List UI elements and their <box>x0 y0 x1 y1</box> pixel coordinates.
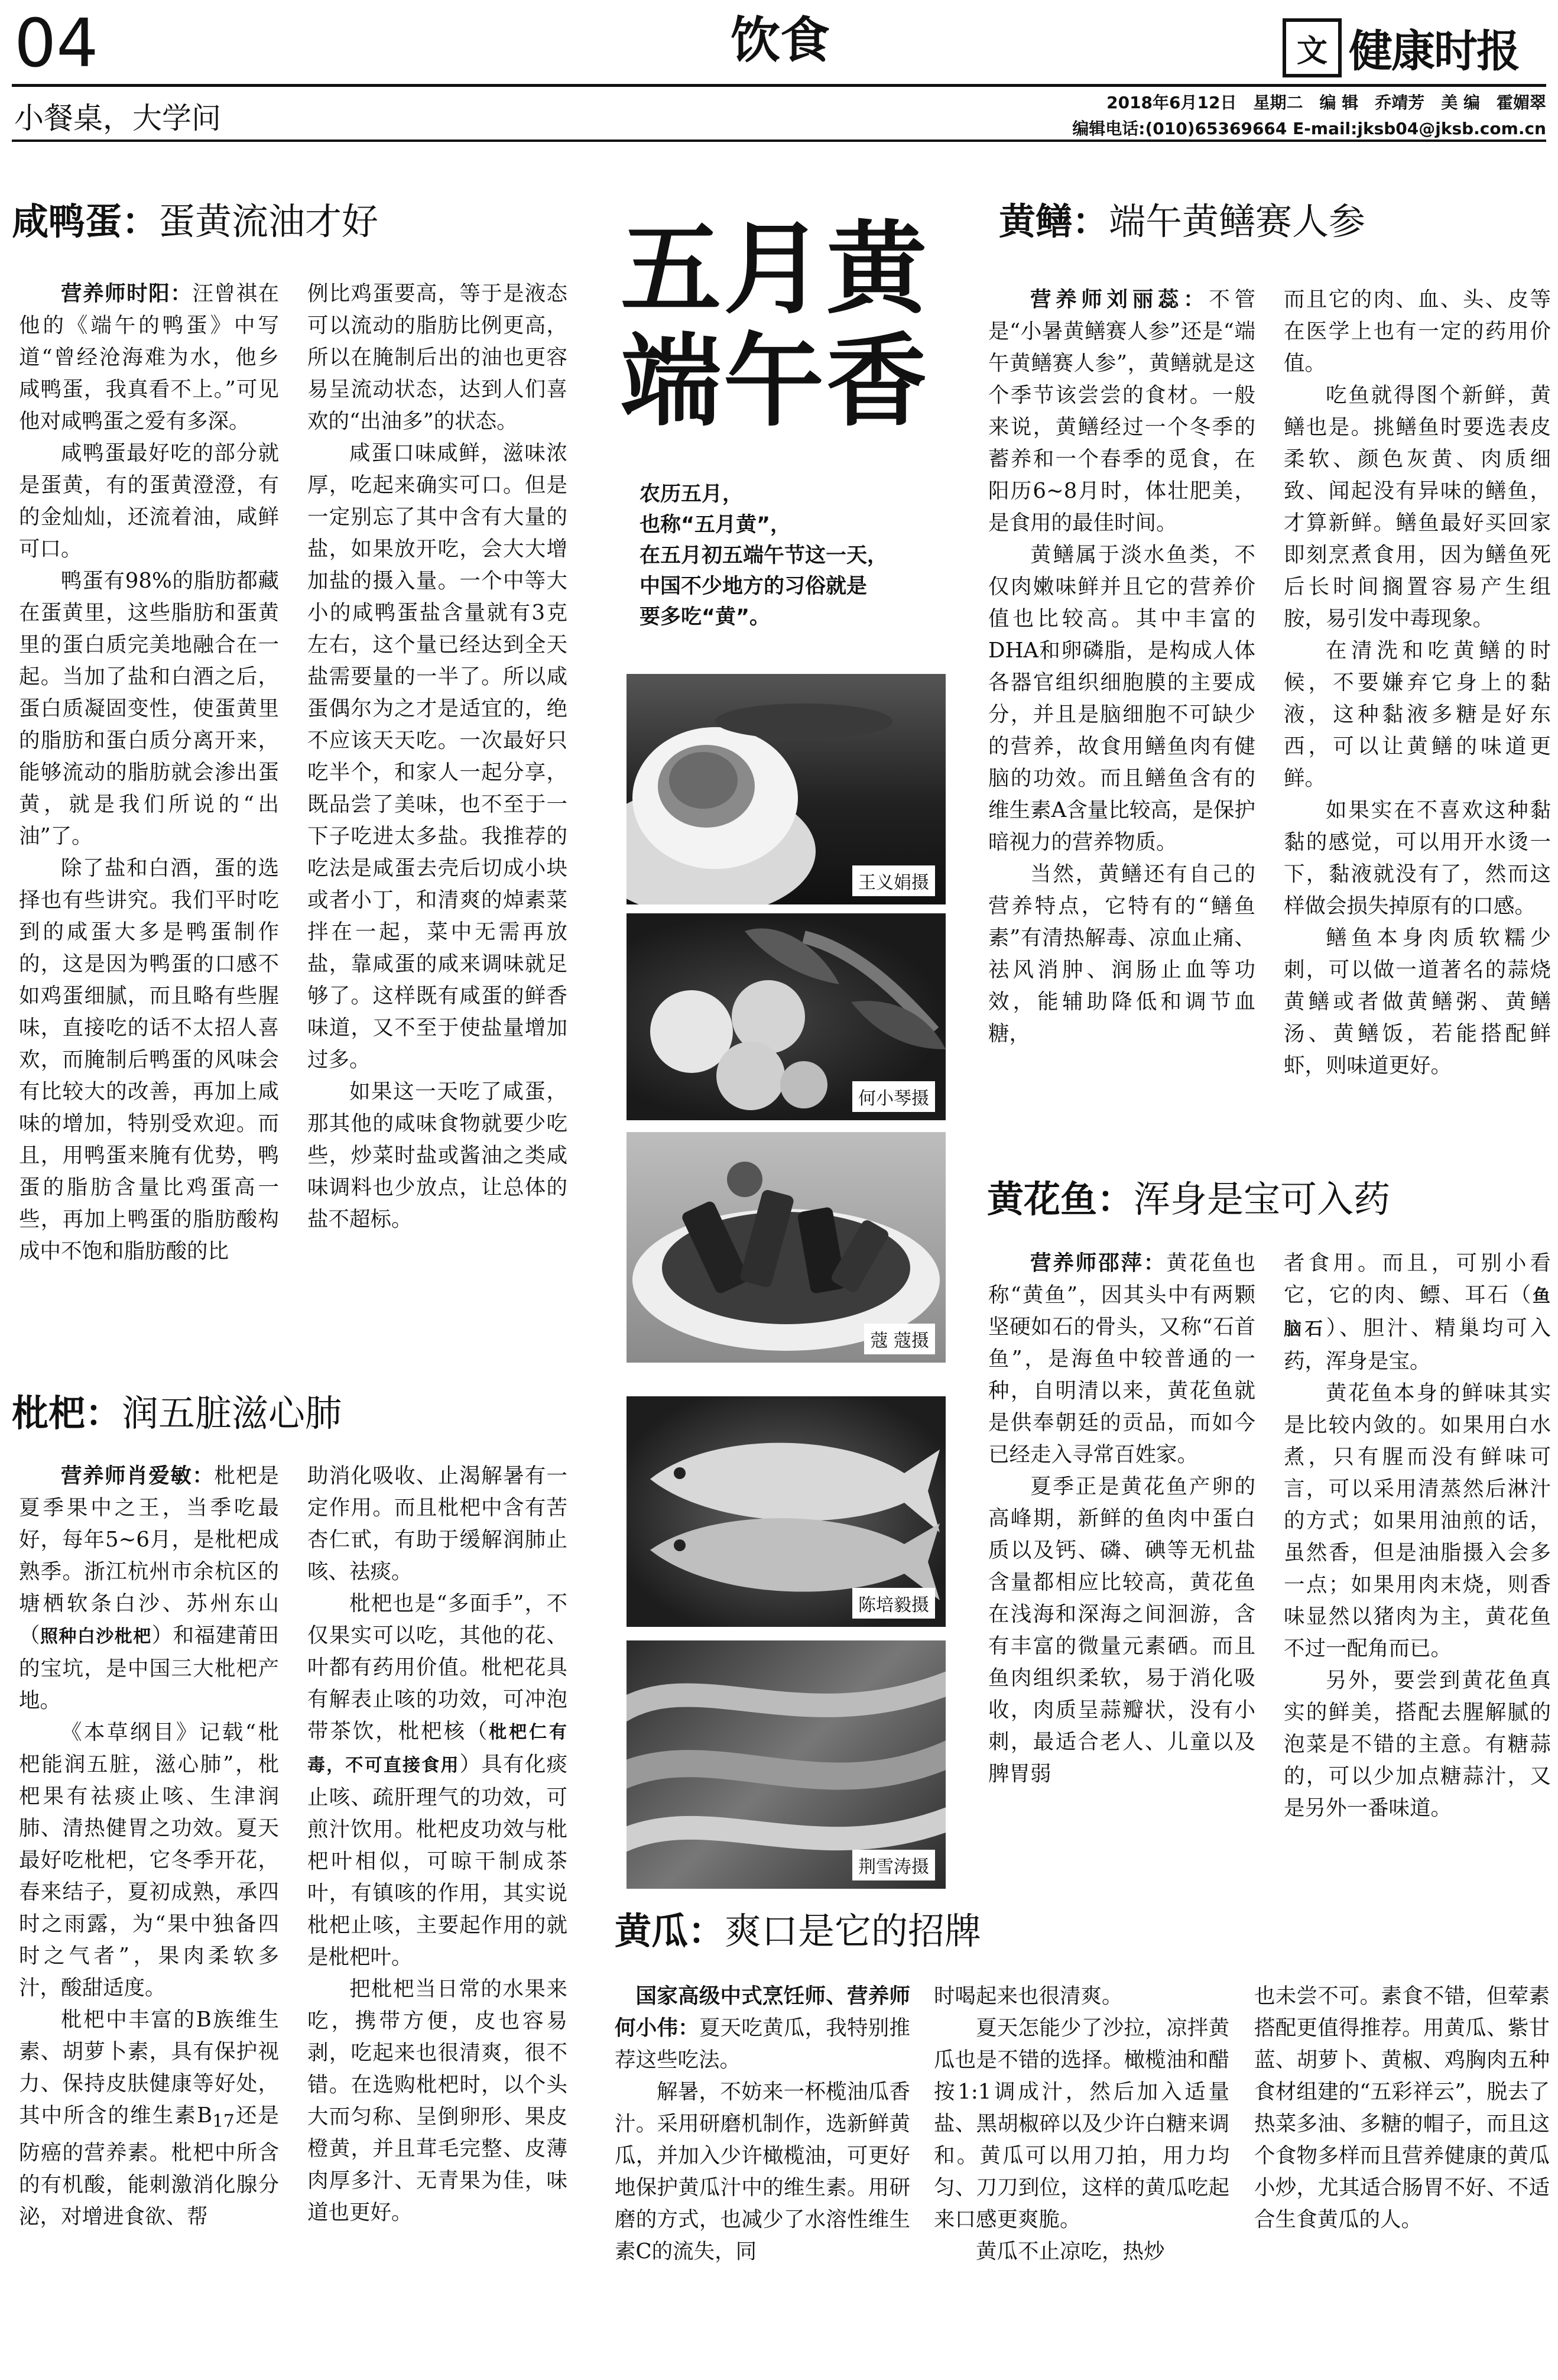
paragraph: 营养师肖爱敏：枇杷是夏季果中之王，当季吃最好，每年5~6月，是枇杷成熟季。浙江杭州市余杭区的塘栖软条白沙、苏州东山（照种白沙枇杷）和福建莆田的宝坑，是中国三大枇杷产地。 <box>19 1464 279 1713</box>
headline-key: 咸鸭蛋： <box>12 200 159 243</box>
cucumber-column-2 <box>934 1980 1229 2371</box>
paragraph: 黄鳝属于淡水鱼类，不仅肉嫩味鲜并且它的营养价值也比较高。其中丰富的DHA和卵磷脂，是构成人体各器官组织细胞膜的主要成分，并且是脑细胞不可缺少的营养，故食用鳝鱼肉有健脑的功效。而且鳝鱼含有的维生素A含量比较高，是保护暗视力的营养物质。 <box>988 543 1255 854</box>
byline: 营养师刘丽蕊： <box>1030 287 1209 312</box>
paragraph: 黄花鱼本身的鲜味其实是比较内敛的。如果用白水煮，只有腥而没有鲜味可言，可以采用清蒸然后淋汁的方式；如果用油煎的话，虽然香，但是油脂摄入会多一点；如果用肉末烧，则香味显然以猪肉为主，黄花鱼不过一配角而已。 <box>1284 1381 1551 1661</box>
contact-info: 编辑电话:(010)65369664 E-mail:jksb04@jksb.com.cn <box>1072 119 1546 138</box>
paragraph: 在清洗和吃黄鳝的时候，不要嫌弃它身上的黏液，这种黏液多糖是好东西，可以让黄鳝的味道更鲜。 <box>1284 638 1551 790</box>
headline-rest: 蛋黄流油才好 <box>158 200 379 243</box>
photo-credit: 荆雪涛摄 <box>852 1850 935 1880</box>
feature-title <box>621 210 952 441</box>
article-headline-cucumber <box>615 1909 981 1953</box>
photo-credit: 蔻 蔻摄 <box>864 1324 935 1354</box>
paragraph: 解暑，不妨来一杯榄油瓜香汁。采用研磨机制作，选新鲜黄瓜，并加入少许橄榄油，可更好地保护黄瓜汁中的维生素。用研磨的方式，也减少了水溶性维生素C的流失，同 <box>615 2080 910 2264</box>
page-number: 04 <box>14 5 99 82</box>
loquat-column-2 <box>307 1460 567 2371</box>
article-headline-eel <box>999 200 1365 244</box>
paragraph: 例比鸡蛋要高，等于是液态可以流动的脂肪比例更高，所以在腌制后出的油也更容易呈流动状态，达到人们喜欢的“出油多”的状态。 <box>307 281 567 433</box>
photo-yellow-croaker <box>627 1396 946 1627</box>
byline: 营养师肖爱敏： <box>61 1464 215 1488</box>
headline-rest: 爽口是它的招牌 <box>725 1909 982 1953</box>
photo-credit: 陈培毅摄 <box>852 1588 935 1619</box>
paragraph: 助消化吸收、止渴解暑有一定作用。而且枇杷中含有苦杏仁甙，有助于缓解润肺止咳、祛痰。 <box>307 1464 567 1584</box>
masthead-meta <box>922 90 1546 142</box>
article-headline-loquat <box>12 1392 342 1435</box>
paragraph: 枇杷中丰富的B族维生素、胡萝卜素，具有保护视力、保持皮肤健康等好处，其中所含的维生素$B_{17}$还是防癌的营养素。枇杷中所含的有机酸，能刺激消化腺分泌，对增进食欲、帮 <box>19 2008 279 2229</box>
paragraph: 鸭蛋有98%的脂肪都藏在蛋黄里，这些脂肪和蛋黄里的蛋白质完美地融合在一起。当加了盐和白酒之后，蛋白质凝固变性，使蛋黄里的脂肪和蛋白质分离开来，能够流动的脂肪就会渗出蛋黄，就是我们所说的“出油”了。 <box>19 569 279 848</box>
date-editors: 2018年6月12日 星期二 编 辑 乔靖芳 美 编 霍媚翠 <box>1106 93 1546 112</box>
paragraph: 当然，黄鳝还有自己的营养特点，它特有的“鳝鱼素”有清热解毒、凉血止痛、祛风消肿、润肠止血等功效，能辅助降低和调节血糖， <box>988 862 1255 1046</box>
croaker-column-1 <box>988 1247 1255 1880</box>
paragraph: 把枇杷当日常的水果来吃，携带方便，皮也容易剥，吃起来也很清爽，很不错。在选购枇杷时，以个头大而匀称、呈倒卵形、果皮橙黄，并且茸毛完整、皮薄肉厚多汁、无青果为佳，味道也更好。 <box>307 1977 567 2225</box>
paragraph: 黄瓜不止凉吃，热炒 <box>976 2239 1165 2264</box>
egg-column-1 <box>19 278 279 1377</box>
article-headline-egg <box>12 200 378 244</box>
paragraph: 鳝鱼本身肉质软糯少刺，可以做一道著名的蒜烧黄鳝或者做黄鳝粥、黄鳝汤、黄鳝饭，若能搭配鲜虾，则味道更好。 <box>1284 926 1551 1078</box>
masthead-rule-bottom <box>12 140 1546 142</box>
logo-seal: 文 <box>1283 18 1342 77</box>
photo-salted-egg <box>627 674 946 904</box>
eel-column-2 <box>1284 284 1551 1147</box>
paragraph: 除了盐和白酒，蛋的选择也有些讲究。我们平时吃到的咸蛋大多是鸭蛋制作的，这是因为鸭蛋的口感不如鸡蛋细腻，而且略有些腥味，直接吃的话不太招人喜欢，而腌制后鸭蛋的风味会有比较大的改善，再加上咸味的增加，特别受欢迎。而且，用鸭蛋来腌有优势，鸭蛋的脂肪含量比鸡蛋高一些，再加上鸭蛋的脂肪酸构成中不饱和脂肪酸的比 <box>19 856 279 1263</box>
paragraph: 如果这一天吃了咸蛋，那其他的咸味食物就要少吃些，炒菜时盐或酱油之类咸味调料也少放点，让总体的盐不超标。 <box>307 1079 567 1231</box>
article-headline-croaker <box>987 1178 1390 1221</box>
headline-rest: 端午黄鳝赛人参 <box>1109 200 1366 243</box>
section-title: 饮食 <box>730 11 830 69</box>
paragraph: 营养师时阳：汪曾祺在他的《端午的鸭蛋》中写道“曾经沧海难为水，他乡咸鸭蛋，我真看不上。”可见他对咸鸭蛋之爱有多深。 <box>19 281 279 433</box>
byline: 国家高级中式烹饪师、营养师何小伟： <box>615 1984 910 2040</box>
paragraph: 《本草纲目》记载“枇杷能润五脏，滋心肺”，枇杷果有祛痰止咳、生津润肺、清热健胃之功效。夏天最好吃枇杷，它冬季开花，春来结子，夏初成熟，承四时之雨露，为“果中独备四时之气者”，果肉柔软多汁，酸甜适度。 <box>19 1720 279 2000</box>
byline: 营养师时阳： <box>61 281 193 306</box>
paragraph: 咸鸭蛋最好吃的部分就是蛋黄，有的蛋黄澄澄，有的金灿灿，还流着油，咸鲜可口。 <box>19 441 279 561</box>
photo-credit: 何小琴摄 <box>852 1081 935 1112</box>
newspaper-logo <box>1283 15 1543 80</box>
egg-column-2 <box>307 278 567 1377</box>
feature-intro: 农历五月， 也称“五月黄”， 在五月初五端午节这一天， 中国不少地方的习俗就是 要多吃“黄”。 <box>640 482 888 629</box>
inline-note: 鱼脑石 <box>1284 1286 1551 1340</box>
inline-note: 照种白沙枇杷 <box>40 1626 152 1647</box>
feature-title-line: 端午香 <box>621 322 930 441</box>
paragraph: 枇杷也是“多面手”，不仅果实可以吃，其他的花、叶都有药用价值。枇杷花具有解表止咳的功效，可冲泡带茶饮，枇杷核（枇杷仁有毒，不可直接食用）具有化痰止咳、疏肝理气的功效，可煎汁饮用。枇杷皮功效与枇杷叶相似，可晾干制成茶叶，有镇咳的作用，其实说枇杷止咳，主要起作用的就是枇杷叶。 <box>307 1591 567 1969</box>
paragraph: 夏季正是黄花鱼产卵的高峰期，新鲜的鱼肉中蛋白质以及钙、磷、碘等无机盐含量都相应比较高，黄花鱼在浅海和深海之间洄游，含有丰富的微量元素硒。而且鱼肉组织柔软，易于消化吸收，肉质呈蒜瓣状，没有小刺，最适合老人、儿童以及脾胃弱 <box>988 1474 1255 1786</box>
paragraph: 而且它的肉、血、头、皮等在医学上也有一定的药用价值。 <box>1284 287 1551 375</box>
cucumber-column-3 <box>1254 1980 1550 2371</box>
photo-loquat <box>627 913 946 1120</box>
paragraph: 国家高级中式烹饪师、营养师何小伟：夏天吃黄瓜，我特别推荐这些吃法。 <box>615 1984 910 2072</box>
headline-key: 黄瓜： <box>615 1909 725 1953</box>
paragraph: 咸蛋口味咸鲜，滋味浓厚，吃起来确实可口。但是一定别忘了其中含有大量的盐，如果放开吃，会大大增加盐的摄入量。一个中等大小的咸鸭蛋盐含量就有3克左右，这个量已经达到全天盐需要量的一半了。所以咸蛋偶尔为之才是适宜的，绝不应该天天吃。一次最好只吃半个，和家人一起分享，既品尝了美味，也不至于一下子吃进太多盐。我推荐的吃法是咸蛋去壳后切成小块或者小丁，和清爽的焯素菜拌在一起，菜中无需再放盐，靠咸蛋的咸来调味就足够了。这样既有咸蛋的鲜香味道，又不至于使盐量增加过多。 <box>307 441 567 1072</box>
page-tagline: 小餐桌，大学问 <box>14 101 221 135</box>
logo-name: 健康时报 <box>1349 26 1519 77</box>
headline-rest: 润五脏滋心肺 <box>122 1392 342 1435</box>
paragraph: 如果实在不喜欢这种黏黏的感觉，可以用开水烫一下，黏液就没有了，然而这样做会损失掉原有的口感。 <box>1284 798 1551 918</box>
cucumber-column-1 <box>615 1980 910 2371</box>
paragraph: 营养师刘丽蕊：不管是“小暑黄鳝赛人参”还是“端午黄鳝赛人参”，黄鳝就是这个季节该尝尝的食材。一般来说，黄鳝经过一个冬季的蓄养和一个春季的觅食，在阳历6~8月时，体壮肥美，是食用的最佳时间。 <box>988 287 1255 535</box>
paragraph: 者食用。而且，可别小看它，它的肉、鳔、耳石（鱼脑石）、胆汁、精巢均可入药，浑身是宝。 <box>1284 1251 1551 1373</box>
headline-key: 枇杷： <box>12 1392 122 1435</box>
photo-eel <box>627 1640 946 1889</box>
headline-rest: 浑身是宝可入药 <box>1134 1178 1391 1221</box>
paragraph: 吃鱼就得图个新鲜，黄鳝也是。挑鳝鱼时要选表皮柔软、颜色灰黄、肉质细致、闻起没有异味的鳝鱼，才算新鲜。鳝鱼最好买回家即刻烹煮食用，因为鳝鱼死后长时间搁置容易产生组胺，易引发中毒现象。 <box>1284 383 1551 631</box>
headline-key: 黄鳝： <box>999 200 1109 243</box>
subscript: 17 <box>212 2111 235 2132</box>
paragraph: 也未尝不可。素食不错，但荤素搭配更值得推荐。用黄瓜、紫甘蓝、胡萝卜、黄椒、鸡胸肉五种食材组建的“五彩祥云”，脱去了热菜多油、多糖的帽子，而且这个食物多样而且营养健康的黄瓜小炒，尤其适合肠胃不好、不适合生食黄瓜的人。 <box>1254 1984 1550 2232</box>
headline-key: 黄花鱼： <box>987 1178 1134 1221</box>
photo-cucumber <box>627 1132 946 1363</box>
feature-title-line: 五月黄 <box>621 210 930 328</box>
photo-credit: 王义娟摄 <box>852 865 935 896</box>
masthead-rule-top <box>12 84 1546 87</box>
inline-note: 枇杷仁有毒，不可直接食用 <box>307 1722 567 1776</box>
paragraph: 另外，要尝到黄花鱼真实的鲜美，搭配去腥解腻的泡菜是不错的主意。有糖蒜的，可以少加点糖蒜汁，又是另外一番味道。 <box>1284 1668 1551 1820</box>
paragraph: 营养师邵萍：黄花鱼也称“黄鱼”，因其头中有两颗坚硬如石的骨头，又称“石首鱼”，是海鱼中较普通的一种，自明清以来，黄花鱼就是供奉朝廷的贡品，而如今已经走入寻常百姓家。 <box>988 1251 1255 1467</box>
loquat-column-1 <box>19 1460 279 2371</box>
paragraph: 夏天怎能少了沙拉，凉拌黄瓜也是不错的选择。橄榄油和醋按1:1调成汁，然后加入适量盐、黑胡椒碎以及少许白糖来调和。黄瓜可以用刀拍，用力均匀、刀刀到位，这样的黄瓜吃起来口感更爽脆。 <box>934 2016 1229 2232</box>
croaker-column-2 <box>1284 1247 1551 1880</box>
eel-column-1 <box>988 284 1255 1147</box>
byline: 营养师邵萍： <box>1030 1251 1167 1275</box>
paragraph: 时喝起来也很清爽。 <box>934 1984 1123 2008</box>
